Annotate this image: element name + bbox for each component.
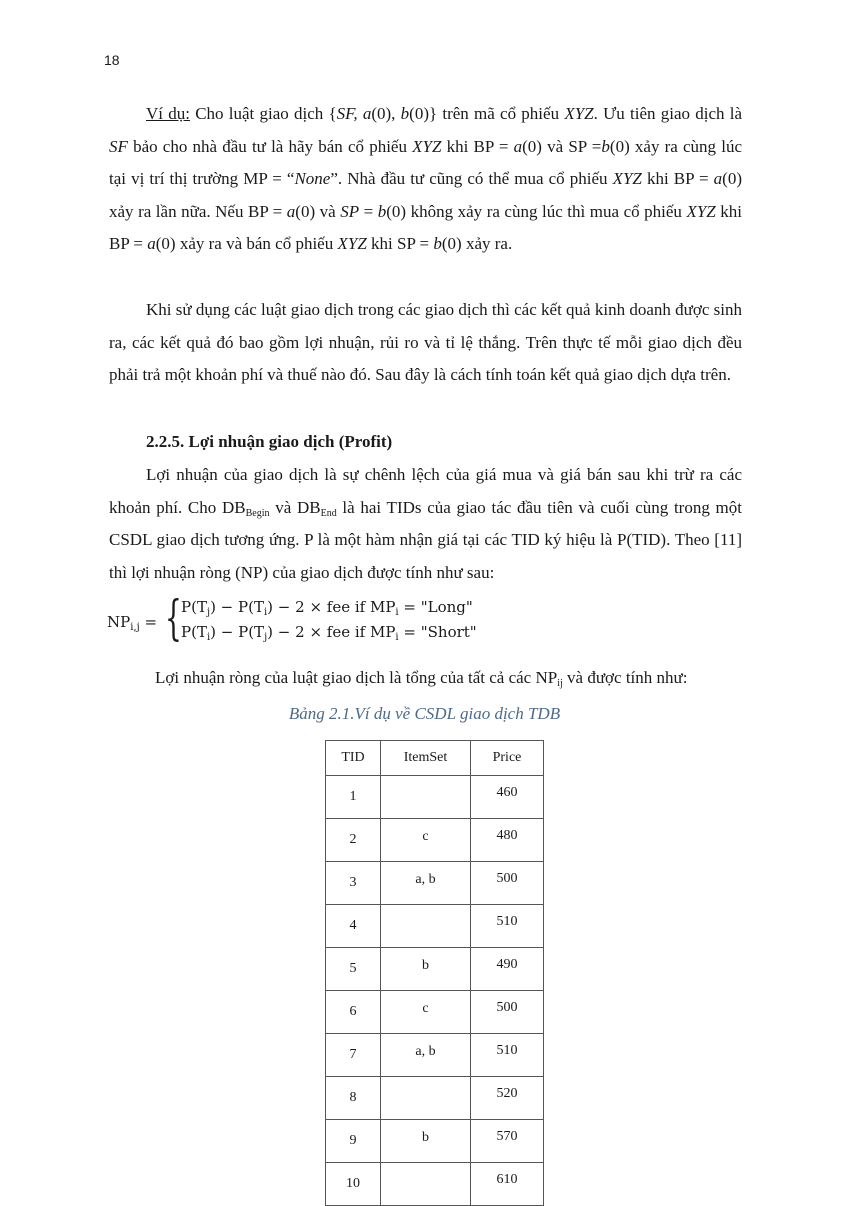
cell-price: 490 (471, 948, 544, 991)
section-heading: 2.2.5. Lợi nhuận giao dịch (Profit) (146, 432, 393, 451)
cell-price: 500 (471, 862, 544, 905)
formula-brace: { (165, 590, 182, 646)
table-header-row (326, 741, 544, 776)
trading-results-paragraph: Khi sử dụng các luật giao dịch trong các giao dịch thì các kết quả kinh doanh được sinh ra, các kết quả đó bao gồm lợi nhuận, rủi ro và tỉ lệ thắng. Trên thực tế mỗi giao dịch đều phải trả một khoản phí và thuế nào đó. Sau đây là cách tính toán kết quả giao dịch dựa trên. (109, 300, 742, 384)
table-row (326, 905, 544, 948)
table-caption: Bảng 2.1.Ví dụ về CSDL giao dịch TDB (288, 704, 561, 723)
table-row (326, 948, 544, 991)
cell-tid: 1 (326, 776, 381, 819)
table-row (326, 991, 544, 1034)
cell-tid: 3 (326, 862, 381, 905)
formula-case-short: $P(T_i) - P(T_j) - 2$ × fee if $MP_i$ = "Short" (181, 623, 477, 643)
cell-itemset (381, 1163, 471, 1206)
header-itemset: ItemSet (381, 741, 471, 776)
cell-itemset: a, b (381, 862, 471, 905)
cell-tid: 9 (326, 1120, 381, 1163)
table-row (326, 819, 544, 862)
cell-itemset: c (381, 819, 471, 862)
cell-tid: 5 (326, 948, 381, 991)
table-row (326, 1163, 544, 1206)
cell-price: 510 (471, 905, 544, 948)
cell-price: 460 (471, 776, 544, 819)
cell-tid: 7 (326, 1034, 381, 1077)
cell-itemset: b (381, 1120, 471, 1163)
cell-itemset: c (381, 991, 471, 1034)
cell-tid: 8 (326, 1077, 381, 1120)
table-row (326, 1077, 544, 1120)
table-row (326, 1120, 544, 1163)
cell-tid: 4 (326, 905, 381, 948)
formula-case-long: $P(T_j) - P(T_i) - 2$ × fee if $MP_i$ = "Long" (181, 598, 473, 618)
cell-price: 480 (471, 819, 544, 862)
formula-lhs: $NP_{i,j}$ = (107, 613, 158, 633)
tdb-table-container (325, 740, 544, 1206)
cell-price: 510 (471, 1034, 544, 1077)
net-profit-rule-sentence: Lợi nhuận ròng của luật giao dịch là tổng của tất cả các $NP_{ij}$ và được tính như: (155, 668, 688, 689)
page-number: 18 (104, 52, 120, 68)
table-row (326, 862, 544, 905)
tdb-table (325, 740, 544, 1206)
cell-itemset (381, 905, 471, 948)
cell-itemset: a, b (381, 1034, 471, 1077)
table-body (326, 776, 544, 1206)
cell-tid: 6 (326, 991, 381, 1034)
cell-price: 500 (471, 991, 544, 1034)
cell-itemset (381, 1077, 471, 1120)
profit-definition-paragraph: Lợi nhuận của giao dịch là sự chênh lệch của giá mua và giá bán sau khi trừ ra các khoản phí. Cho $DB_{Begin}$ và $DB_{End}$ là hai TIDs của giao tác đầu tiên và cuối cùng trong một CSDL giao dịch tương ứng. P là một hàm nhận giá tại các TID ký hiệu là P(TID). Theo [11] thì lợi nhuận ròng (NP) của giao dịch được tính như sau: (109, 465, 742, 582)
table-row (326, 1034, 544, 1077)
header-tid: TID (326, 741, 381, 776)
cell-price: 520 (471, 1077, 544, 1120)
cell-tid: 10 (326, 1163, 381, 1206)
cell-tid: 2 (326, 819, 381, 862)
table-row (326, 776, 544, 819)
cell-itemset: b (381, 948, 471, 991)
cell-price: 570 (471, 1120, 544, 1163)
header-price: Price (471, 741, 544, 776)
example-paragraph: Ví dụ: Cho luật giao dịch {SF, a(0), b(0)} trên mã cổ phiếu XYZ. Ưu tiên giao dịch là SF bảo cho nhà đầu tư là hãy bán cổ phiếu XYZ khi BP = a(0) và SP =b(0) xảy ra cùng lúc tại vị trí thị trường MP = “None”. Nhà đầu tư cũng có thể mua cổ phiếu XYZ khi BP = a(0) xảy ra lần nữa. Nếu BP = a(0) và SP = b(0) không xảy ra cùng lúc thì mua cổ phiếu XYZ khi BP = a(0) xảy ra và bán cổ phiếu XYZ khi SP = b(0) xảy ra. (109, 104, 743, 253)
example-label: Ví dụ: (146, 104, 190, 123)
cell-itemset (381, 776, 471, 819)
cell-price: 610 (471, 1163, 544, 1206)
